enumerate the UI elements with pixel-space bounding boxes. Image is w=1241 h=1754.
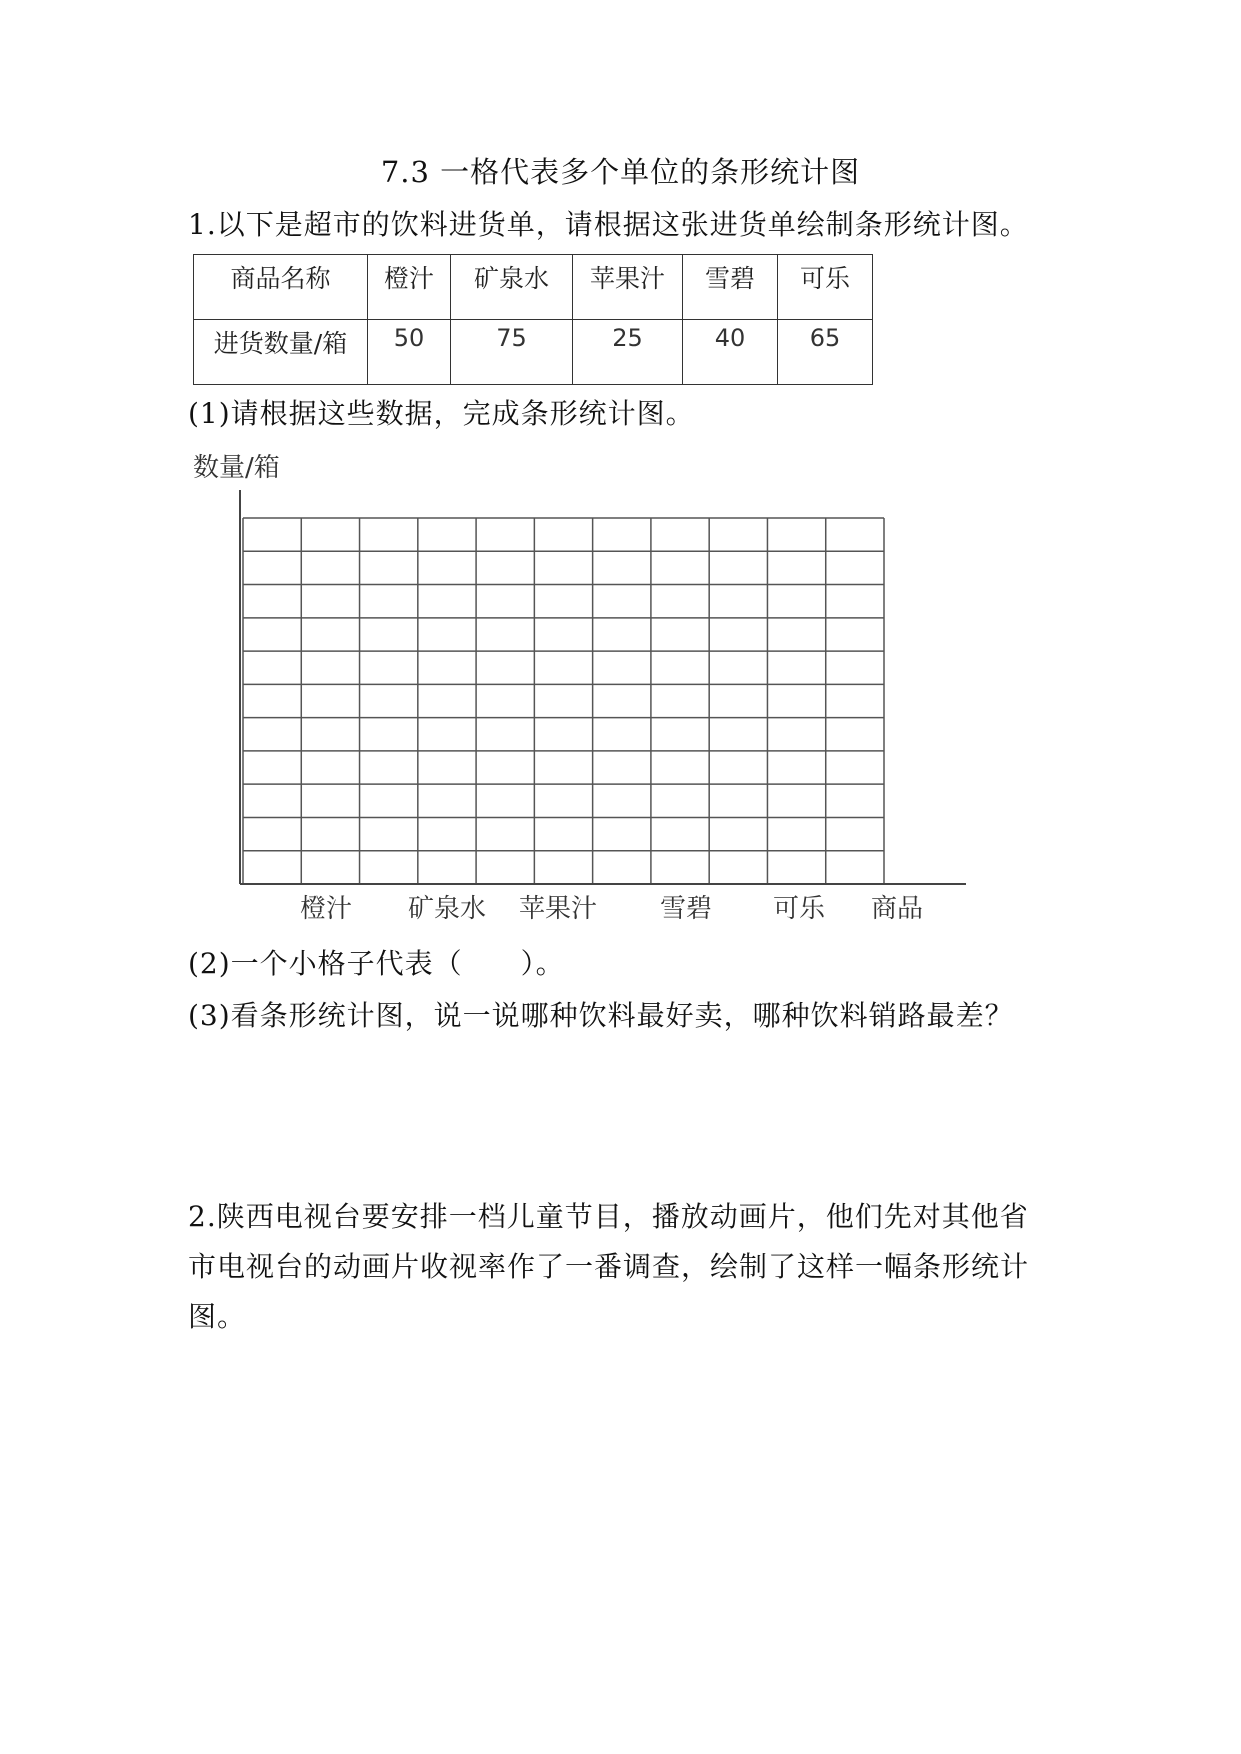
page-title: 7.3 一格代表多个单位的条形统计图 bbox=[380, 155, 861, 189]
table-header-label: 商品名称 bbox=[194, 255, 368, 320]
x-category-label: 橙汁 bbox=[300, 894, 353, 924]
sub-question-2: (2)一个小格子代表（ ）。 bbox=[188, 947, 565, 980]
sub-question-3: (3)看条形统计图，说一说哪种饮料最好卖，哪种饮料销路最差？ bbox=[188, 999, 1014, 1032]
table-cell: 50 bbox=[368, 320, 451, 385]
table-cell: 75 bbox=[451, 320, 573, 385]
x-category-label: 苹果汁 bbox=[519, 894, 598, 924]
table-cell: 可乐 bbox=[778, 255, 873, 320]
x-axis-label: 商品 bbox=[871, 894, 924, 924]
table-cell: 苹果汁 bbox=[573, 255, 683, 320]
table-row-label: 进货数量/箱 bbox=[194, 320, 368, 385]
x-category-label: 矿泉水 bbox=[408, 894, 487, 924]
question-2-line: 图。 bbox=[188, 1300, 247, 1333]
x-category-label: 雪碧 bbox=[660, 894, 713, 924]
sub-question-1: (1)请根据这些数据，完成条形统计图。 bbox=[188, 397, 695, 430]
table-cell: 矿泉水 bbox=[451, 255, 573, 320]
table-cell: 雪碧 bbox=[683, 255, 778, 320]
x-category-label: 可乐 bbox=[773, 894, 826, 924]
table-cell: 25 bbox=[573, 320, 683, 385]
table-cell: 橙汁 bbox=[368, 255, 451, 320]
question-1-prompt: 1.以下是超市的饮料进货单，请根据这张进货单绘制条形统计图。 bbox=[188, 208, 1029, 241]
question-2-line: 市电视台的动画片收视率作了一番调查，绘制了这样一幅条形统计 bbox=[188, 1250, 1030, 1283]
table-cell: 65 bbox=[778, 320, 873, 385]
question-2-line: 2.陕西电视台要安排一档儿童节目，播放动画片，他们先对其他省 bbox=[188, 1200, 1029, 1233]
y-axis-label: 数量/箱 bbox=[193, 453, 280, 483]
table-cell: 40 bbox=[683, 320, 778, 385]
